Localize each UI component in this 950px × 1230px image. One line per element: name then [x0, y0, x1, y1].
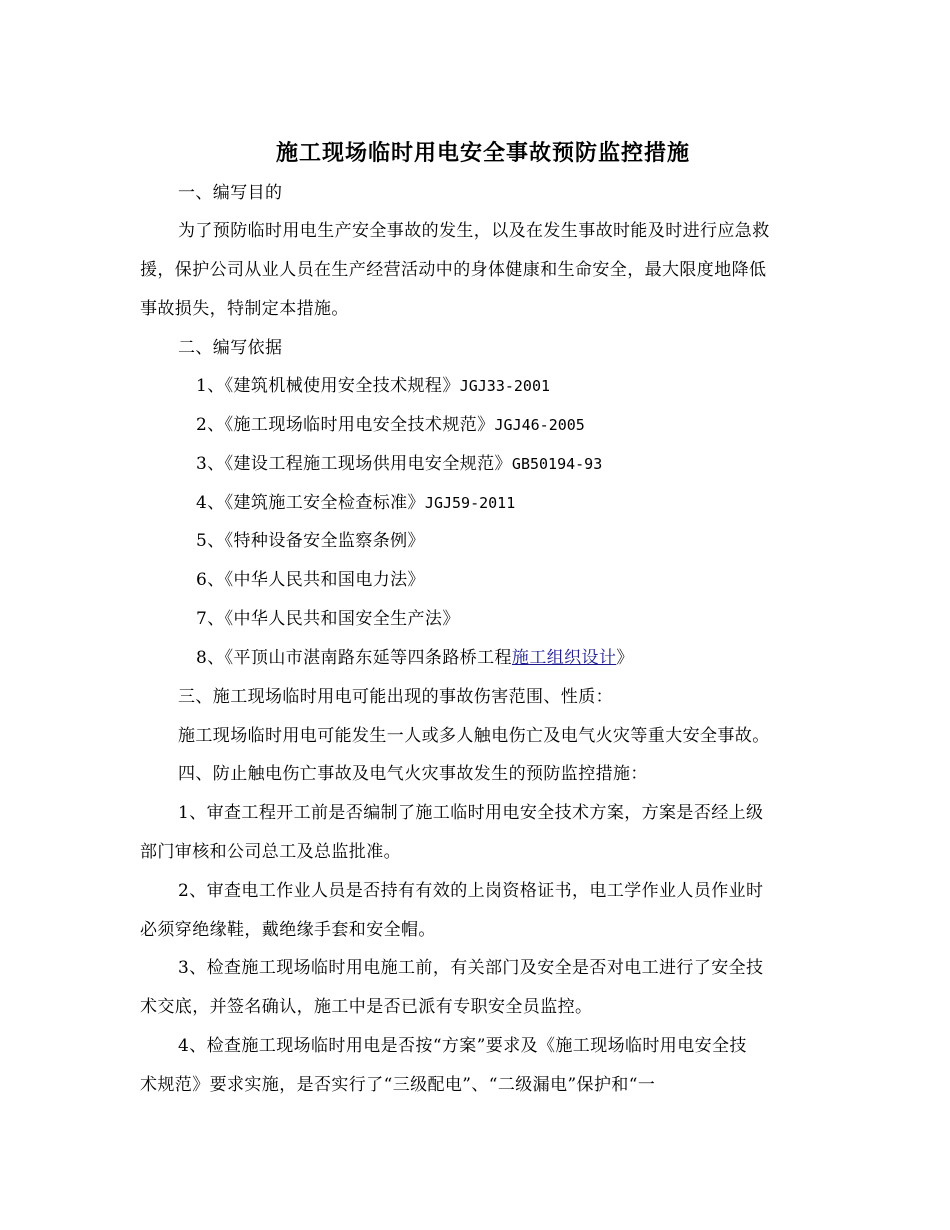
reference-title: 5、《特种设备安全监察条例》 [196, 531, 425, 551]
reference-code: JGJ46-2005 [494, 416, 585, 434]
paragraph-line: 施工现场临时用电可能发生一人或多人触电伤亡及电气火灾等重大安全事故。 [178, 726, 770, 746]
reference-item [196, 570, 425, 590]
section-heading-scope: 三、施工现场临时用电可能出现的事故伤害范围、性质： [178, 687, 613, 707]
construction-design-link[interactable]: 施工组织设计 [511, 648, 617, 668]
reference-item [196, 376, 550, 396]
reference-item [196, 415, 585, 435]
paragraph-line: 援，保护公司从业人员在生产经营活动中的身体健康和生命安全，最大限度地降低 [140, 260, 767, 280]
reference-code: JGJ59-2011 [424, 494, 516, 512]
paragraph-line: 为了预防临时用电生产安全事故的发生，以及在发生事故时能及时进行应急救 [178, 221, 770, 241]
reference-item [196, 454, 602, 474]
measure-item-line: 3、检查施工现场临时用电施工前，有关部门及安全是否对电工进行了安全技 [178, 958, 764, 978]
reference-item [196, 648, 634, 668]
measure-item-line: 术交底，并签名确认，施工中是否已派有专职安全员监控。 [140, 997, 593, 1017]
measure-item-line: 2、审查电工作业人员是否持有有效的上岗资格证书，电工学作业人员作业时 [178, 881, 764, 901]
reference-title: 7、《中华人民共和国安全生产法》 [196, 609, 460, 629]
measure-item-line: 必须穿绝缘鞋，戴绝缘手套和安全帽。 [140, 920, 436, 940]
reference-title: 4、《建筑施工安全检查标准》 [196, 493, 425, 513]
reference-title: 8、《平顶山市湛南路东延等四条路桥工程 [196, 648, 512, 668]
reference-title: 1、《建筑机械使用安全技术规程》 [196, 376, 460, 396]
document-title: 施工现场临时用电安全事故预防监控措施 [276, 140, 691, 166]
reference-code: JGJ33-2001 [459, 377, 551, 395]
reference-item [196, 493, 515, 513]
reference-title: 2、《施工现场临时用电安全技术规范》 [196, 415, 495, 435]
measure-item-line: 部门审核和公司总工及总监批准。 [140, 842, 401, 862]
section-heading-measures: 四、防止触电伤亡事故及电气火灾事故发生的预防监控措施： [178, 764, 648, 784]
reference-title-end: 》 [616, 648, 634, 668]
reference-item [196, 531, 425, 551]
measure-item-line: 1、审查工程开工前是否编制了施工临时用电安全技术方案，方案是否经上级 [178, 803, 764, 823]
section-heading-purpose: 一、编写目的 [178, 183, 283, 203]
reference-item [196, 609, 460, 629]
measure-item-line: 4、检查施工现场临时用电是否按“方案”要求及《施工现场临时用电安全技 [178, 1036, 747, 1056]
reference-title: 6、《中华人民共和国电力法》 [196, 570, 425, 590]
measure-item-line: 术规范》要求实施，是否实行了“三级配电”、“二级漏电”保护和“一 [140, 1075, 656, 1095]
reference-code: GB50194-93 [511, 455, 603, 473]
section-heading-basis: 二、编写依据 [178, 338, 283, 358]
paragraph-line: 事故损失，特制定本措施。 [140, 299, 349, 319]
reference-title: 3、《建设工程施工现场供用电安全规范》 [196, 454, 512, 474]
